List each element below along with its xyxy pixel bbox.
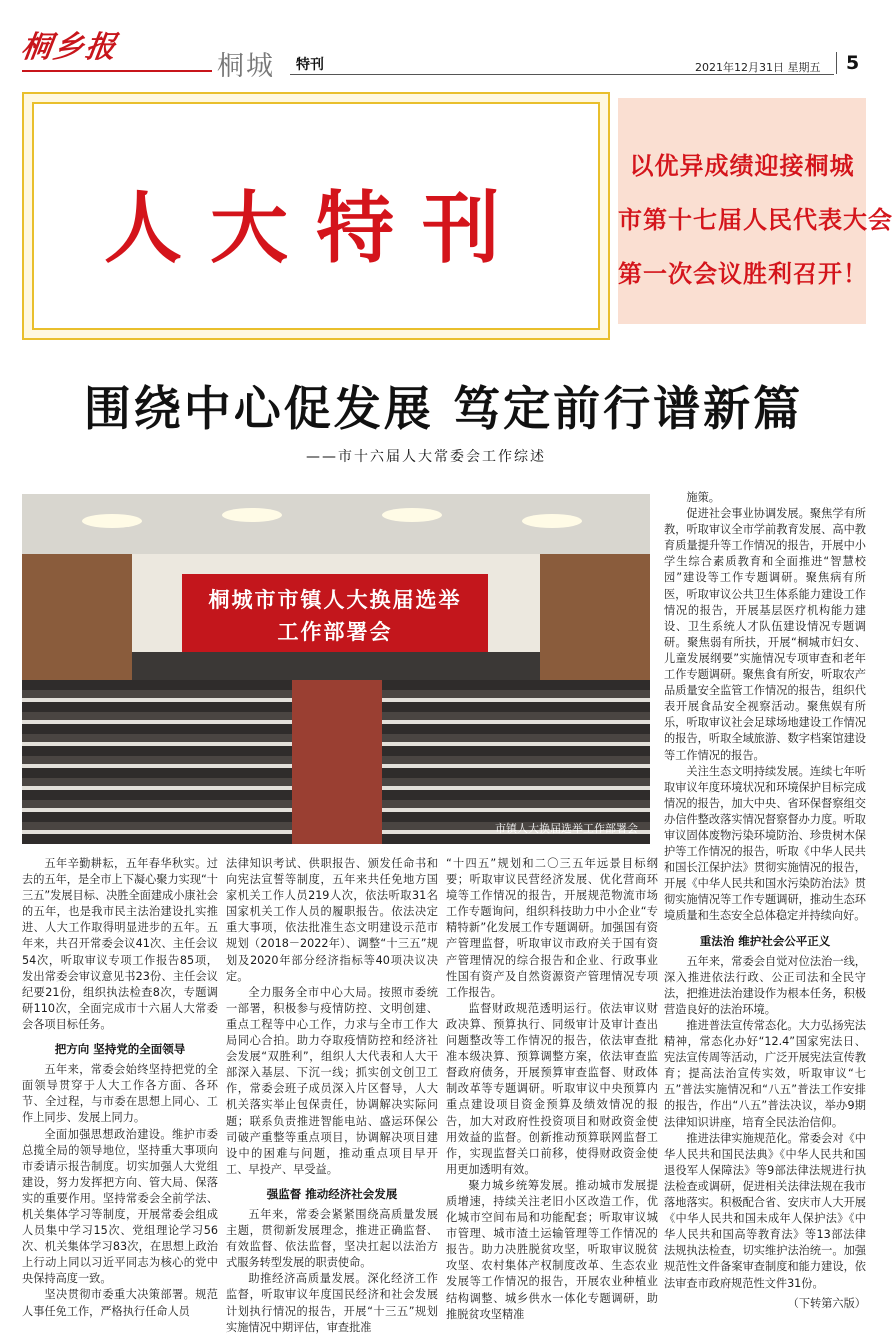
slogan-box — [618, 98, 893, 324]
paragraph: 促进社会事业协调发展。聚焦学有所教，听取审议全市学前教育发展、高中教育质量提升等工作情况的报告，开展中小学生综合素质教育和全面推进“智慧校园”建设等工作专题调研。聚焦病有所医，听取审议公共卫生体系能力建设工作情况的报告，开展基层医疗机构能力建设、卫生系统人才队伍建设情况专题调研。聚焦弱有所扶，开展“桐城市妇女、儿童发展纲要”实施情况专项审查和老年工作专题调研。聚焦食有所安，听取农产品质量安全监管工作情况的报告，组织代表开展食品安全视察活动。聚焦娱有所乐，听取审议社会足球场地建设工作情况的报告，听取全域旅游、数字档案馆建设等工作情况的报告。 — [664, 507, 866, 762]
text-column-3 — [446, 856, 658, 1321]
section-heading: 重法治 维护社会公平正义 — [699, 933, 831, 948]
paragraph: 五年来，常委会紧紧围绕高质量发展主题，贯彻新发展理念，推进正确监督、有效监督、依法监督，坚决扛起以法治方式服务转型发展的职责使命。 — [226, 1207, 438, 1270]
banner-inner-frame — [32, 102, 600, 330]
paragraph: 全面加强思想政治建设。维护市委总揽全局的领导地位，坚持重大事项向市委请示报告制度。切实加强人大党组建设，努力发挥把方向、管大局、保落实的重要作用。坚持常委会全前学法、机关集体学习等制度，开展常委会组成人员集中学习15次、党组理论学习56次、机关集体学习83次，在思想上政治上行动上同以习近平同志为核心的党中央保持高度一致。 — [22, 1127, 218, 1286]
paragraph: 全力服务全市中心大局。按照市委统一部署，积极参与疫情防控、文明创建、重点工程等中心工作，力求与全市工作大局同心合拍。助力夺取疫情防控和经济社会发展“双胜利”，组织人大代表和人大干部深入基层、下沉一线；抓实创文创卫工作，常委会班子成员深入片区督导，人大机关落实举止包保责任，协调解决实际问题；联系负责推进智能电站、盛运环保公司破产重整等重点项目，协调解决项目建设中的困难与问题，推动重点项目早开工、早投产、早受益。 — [226, 985, 438, 1176]
text-column-1 — [22, 856, 218, 1318]
banner-title: 人大特刊 — [103, 183, 528, 274]
article-headline: 围绕中心促发展 笃定前行谱新篇 — [83, 382, 804, 437]
meeting-photo — [22, 494, 650, 844]
section-heading: 强监督 推动经济社会发展 — [266, 1186, 398, 1201]
logo-brand-text: 桐乡报 — [19, 30, 120, 65]
article-subhead: ——市十六届人大常委会工作综述 — [306, 449, 546, 465]
header-divider — [836, 52, 837, 74]
slogan-line-1: 以优异成绩迎接桐城 — [629, 151, 855, 180]
paragraph: 推进普法宣传常态化。大力弘扬宪法精神，常态化办好“12.4”国家宪法日、宪法宣传周等活动，广泛开展宪法宣传教育；提高法治宣传实效，听取审议“七五”普法实施情况和“八五”普法工作安排的报告，作出“八五”普法决议，举办9期法律知识讲座，培育全民法治信仰。 — [664, 1019, 866, 1129]
paragraph: 推进法律实施规范化。常委会对《中华人民共和国民法典》《中华人民共和国退役军人保障法》等9部法律法规进行执法检查或调研，促进相关法律法规在我市落地落实。积极配合省、安庆市人大开展《中华人民共和国未成年人保护法》《中华人民共和国高等教育法》等13部法律法规执法检查，切实维护法治统一。加强规范性文件备案审查制度和能力建设，依法审查市政府规范性文件31份。 — [664, 1131, 866, 1290]
section-name: 桐城 — [217, 51, 275, 82]
logo-underline — [22, 70, 212, 72]
ceiling-lamp — [382, 508, 442, 522]
section-heading: 把方向 坚持党的全面领导 — [54, 1042, 186, 1057]
ceiling-lamp — [82, 514, 142, 528]
paragraph: 关注生态文明持续发展。连续七年听取审议年度环境状况和环境保护目标完成情况的报告，加大中央、省环保督察组交办信件整改落实情况督察督办力度。听取审议固体废物污染环境防治、珍贵树木保护等工作情况的报告，听取《中华人民共和国长江保护法》贯彻实施情况的报告，开展《中华人民共和国水污染防治法》贯彻实施情况等工作专题调研，推动生态环境质量和生态安全总体稳定并持续向好。 — [664, 764, 866, 923]
photo-caption: 市镇人大换届选举工作部署会 — [495, 822, 638, 835]
paragraph: 监督财政规范透明运行。依法审议财政决算、预算执行、同级审计及审计查出问题整改等工作情况的报告，依法审查批准本级决算、预算调整方案，依法审查监督政府债务，开展预算审查监督、财政体制改革等专题调研。听取审议中央预算内重点建设项目资金预算及绩效情况的报告，加大对政府性投资项目和财政资金使用效益的监督。创新推动预算联网监督工作，实现监督关口前移，使得财政资金使用更加透明有效。 — [446, 1001, 658, 1176]
page-number: 5 — [846, 52, 860, 74]
paragraph: 施策。 — [686, 491, 720, 504]
screen-line-1: 桐城市市镇人大换届选举 — [208, 587, 462, 612]
banner-frame — [22, 92, 610, 340]
special-label: 特刊 — [296, 57, 324, 73]
paragraph: 五年辛勤耕耘，五年春华秋实。过去的五年，是全市上下凝心聚力实现“十三五”发展目标、决胜全面建成小康社会的五年，也是我市民主法治建设扎实推进、人大工作取得明显进步的五年。五年来，共召开常委会议41次、主任会议54次，听取审议专项工作报告85项，发出常委会审议意见书23份、主任会议纪要21份，组织执法检查8次，专题调研110次，全面完成市十六届人大常委会各项目标任务。 — [22, 857, 218, 1031]
stage-screen — [182, 574, 488, 652]
photo-audience-left — [22, 680, 292, 844]
paragraph: 坚决贯彻市委重大决策部署。规范人事任免工作，严格执行任命人员 — [22, 1288, 218, 1318]
screen-line-2: 工作部署会 — [277, 619, 393, 644]
ceiling-lamp — [522, 514, 582, 528]
paragraph: 五年来，常委会始终坚持把党的全面领导贯穿于人大工作各方面、各环节、全过程，与市委在思想上同心、工作上同步、发展上同力。 — [22, 1063, 218, 1125]
ceiling-lamp — [222, 508, 282, 522]
text-column-4 — [664, 490, 866, 1312]
continued-note: （下转第六版） — [787, 1296, 866, 1310]
issue-date: 2021年12月31日 星期五 — [695, 61, 821, 74]
paragraph: “十四五”规划和二〇三五年远景目标纲要；听取审议民营经济发展、优化营商环境等工作情况的报告，开展规范物流市场工作专题询问，组织科技助力中小企业“专精特新”化发展工作专题调研。加强国有资产管理监督，听取审议市政府关于国有资产管理情况的综合报告和企业、行政事业性国有资产及自然资源资产管理情况专项工作报告。 — [446, 857, 658, 999]
paragraph: 法律知识考试、供职报告、颁发任命书和向宪法宣誓等制度，五年来共任免地方国家机关工作人员219人次，依法听取31名国家机关工作人员的履职报告。依法决定重大事项，依法批准生态文明建设示范市规划（2018－2022年）、调整“十三五”规划及2020年部分经济指标等40项决议决定。 — [226, 857, 438, 983]
paragraph: 五年来，常委会自觉对位法治一线，深入推进依法行政、公正司法和全民守法，把推进法治建设作为根本任务，积极营造良好的法治环境。 — [664, 954, 866, 1016]
text-column-2 — [226, 856, 438, 1334]
photo-stage — [132, 652, 540, 682]
photo-aisle — [292, 680, 382, 844]
newspaper-logo — [19, 22, 212, 72]
paragraph: 聚力城乡统筹发展。推动城市发展提质增速，持续关注老旧小区改造工作，优化城市空间布局和功能配套；听取审议城市管理、城市渣土运输管理等工作情况的报告。助力决胜脱贫攻坚，听取审议脱贫攻坚、农村集体产权制度改革、生态农业发展等工作情况的报告，开展农业种植业结构调整、城乡供水一体化专题调研，助推脱贫攻坚精准 — [446, 1178, 658, 1321]
slogan-line-3: 第一次会议胜利召开！ — [618, 259, 868, 288]
paragraph: 助推经济高质量发展。深化经济工作监督，听取审议年度国民经济和社会发展计划执行情况的报告，开展“十三五”规划实施情况中期评估，审查批准 — [226, 1272, 438, 1334]
slogan-line-2: 市第十七届人民代表大会 — [618, 205, 893, 234]
